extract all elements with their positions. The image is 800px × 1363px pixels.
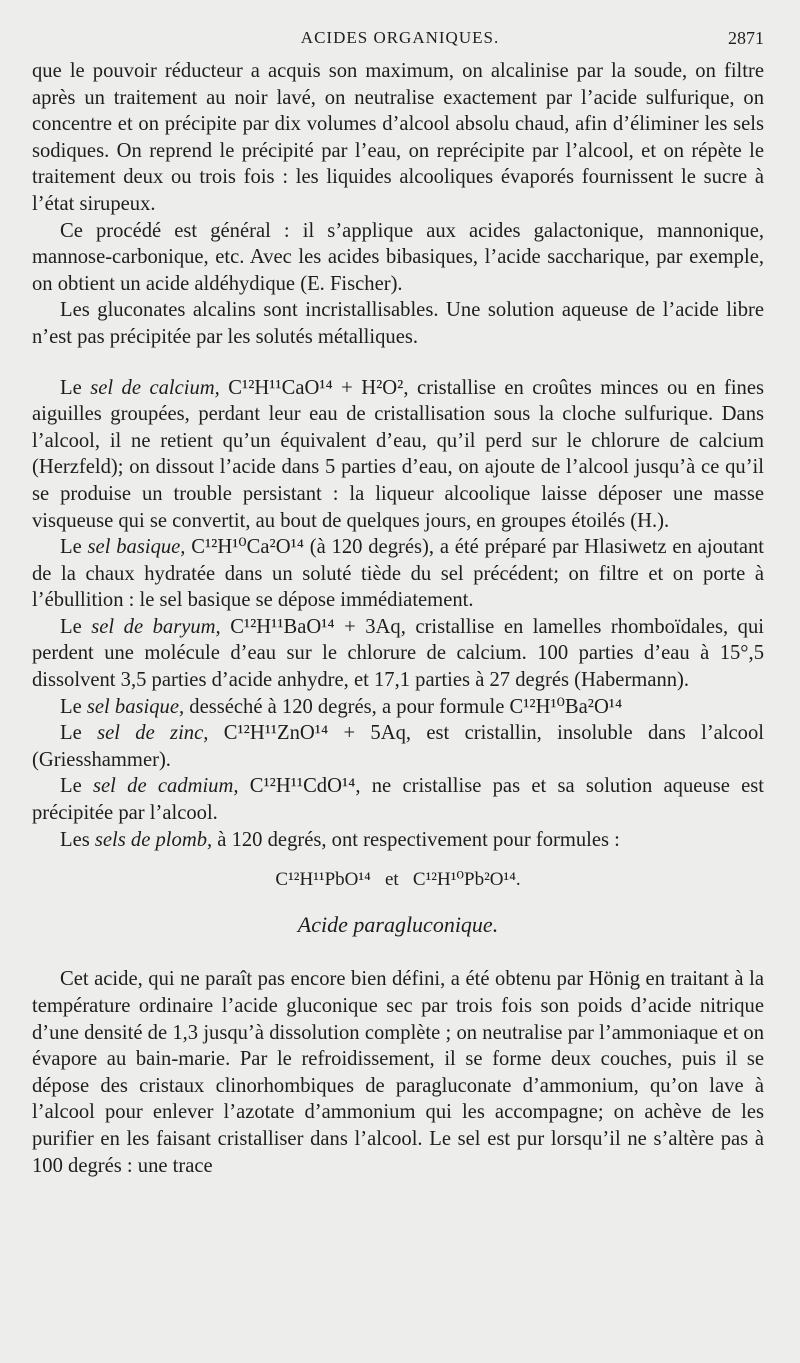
text: Le xyxy=(60,695,87,718)
paragraph-calcium xyxy=(32,375,764,535)
spacer xyxy=(32,351,764,375)
text: Le xyxy=(60,722,98,745)
text: C¹²H¹¹CaO¹⁴ + H²O², cristallise en croûtes minces ou en fines aiguilles groupées, perdant leur eau de cristallisation sous la cloche sulfurique. Dans l’alcool, il ne retient qu’un équivalent d’eau, qu’il perd sur le chlorure de calcium (Herzfeld); on dissout l’acide dans 5 parties d’eau, on ajoute de l’alcool jusqu’à ce qu’il se produise un trouble persistant : la liqueur alcoolique laisse déposer une masse visqueuse qui se convertit, au bout de quelques jours, en groupes étoilés (H.). xyxy=(32,376,765,532)
paragraph-basic-salt xyxy=(32,534,764,614)
italic-term: sel de baryum, xyxy=(91,615,221,638)
running-header xyxy=(0,28,800,54)
running-title: ACIDES ORGANIQUES. xyxy=(300,28,500,47)
text-body xyxy=(32,58,764,1179)
section-heading: Acide paragluconique. xyxy=(297,911,499,937)
text: Les xyxy=(60,828,95,851)
paragraph: Les gluconates alcalins sont incristallisables. Une solution aqueuse de l’acide libre n’est pas précipitée par les solutés métalliques. xyxy=(32,299,764,348)
paragraph-zinc xyxy=(32,720,764,773)
italic-term: sel de calcium, xyxy=(90,376,220,399)
text: Le xyxy=(60,615,92,638)
paragraph: Ce procédé est général : il s’applique aux acides galactonique, mannonique, mannose-carbonique, etc. Avec les acides bibasiques, l’acide saccharique, par exemple, on obtient un acide aldéhydique (E. Fischer). xyxy=(32,219,764,295)
text: Le xyxy=(60,775,93,798)
text: C¹²H¹¹CdO¹⁴, ne cristallise pas et sa solution aqueuse est précipitée par l’alcool. xyxy=(32,775,764,825)
italic-term: sel basique, xyxy=(87,536,186,559)
text: C¹²H¹⁰Ca²O¹⁴ (à 120 degrés), a été préparé par Hlasiwetz en ajoutant de la chaux hydratée dans un soluté tiède du sel précédent; on filtre et on porte à l’ébullition : le sel basique se dépose immédiatement. xyxy=(32,536,764,612)
text: Le xyxy=(60,536,88,559)
text: C¹²H¹¹BaO¹⁴ + 3Aq, cristallise en lamelles rhomboïdales, qui perdent une molécule d’eau sur le chlorure de calcium. 100 parties d’eau à 15°,5 dissolvent 3,5 parties d’acide anhydre, et 17,1 parties à 27 degrés (Habermann). xyxy=(32,615,764,692)
italic-term: sels de plomb, xyxy=(94,828,213,851)
text: desséché à 120 degrés, a pour formule C¹²H¹⁰Ba²O¹⁴ xyxy=(184,695,623,718)
text: C¹²H¹¹ZnO¹⁴ + 5Aq, est cristallin, insoluble dans l’alcool (Griesshammer). xyxy=(32,722,764,771)
paragraph-lead xyxy=(32,827,764,854)
text: Le xyxy=(60,376,91,399)
paragraph-cadmium xyxy=(32,773,764,826)
paragraph: que le pouvoir réducteur a acquis son maximum, on alcalinise par la soude, on filtre après un traitement au noir lavé, on neutralise exactement par l’acide sulfurique, on concentre et on précipite par dix volumes d’alcool absolu chaud, afin d’éliminer les sels sodiques. On reprend le précipité par l’eau, on reprécipite par l’alcool, et on répète le traitement deux ou trois fois : les liquides alcooliques évaporés fournissent le sucre à l’état sirupeux. xyxy=(32,60,764,215)
paragraph: Cet acide, qui ne paraît pas encore bien défini, a été obtenu par Hönig en traitant à la température ordinaire l’acide gluconique sec par trois fois son poids d’acide nitrique d’une densité de 1,3 jusqu’à dissolution complète ; on neutralise par l’ammoniaque et on évapore au bain-marie. Par le refroidissement, il se forme deux couches, puis il se dépose des cristaux clinorhombiques de paragluconate d’ammonium, qu’on lave à l’alcool pour enlever l’azotate d’ammonium qui les accompagne; on achève de les purifier en les faisant cristalliser dans l’alcool. Le sel est pur lorsqu’il ne s’altère pas à 100 degrés : une trace xyxy=(32,968,764,1177)
page-number: 2871 xyxy=(728,28,764,48)
italic-term: sel de zinc, xyxy=(97,722,209,745)
italic-term: sel de cadmium, xyxy=(93,775,239,798)
italic-term: sel basique, xyxy=(86,695,185,718)
text: à 120 degrés, ont respectivement pour formules : xyxy=(212,828,620,851)
paragraph-barium xyxy=(32,614,764,694)
paragraph-basic-barium xyxy=(32,694,764,721)
formula-line: C¹²H¹¹PbO¹⁴ et C¹²H¹⁰Pb²O¹⁴. xyxy=(275,869,521,891)
